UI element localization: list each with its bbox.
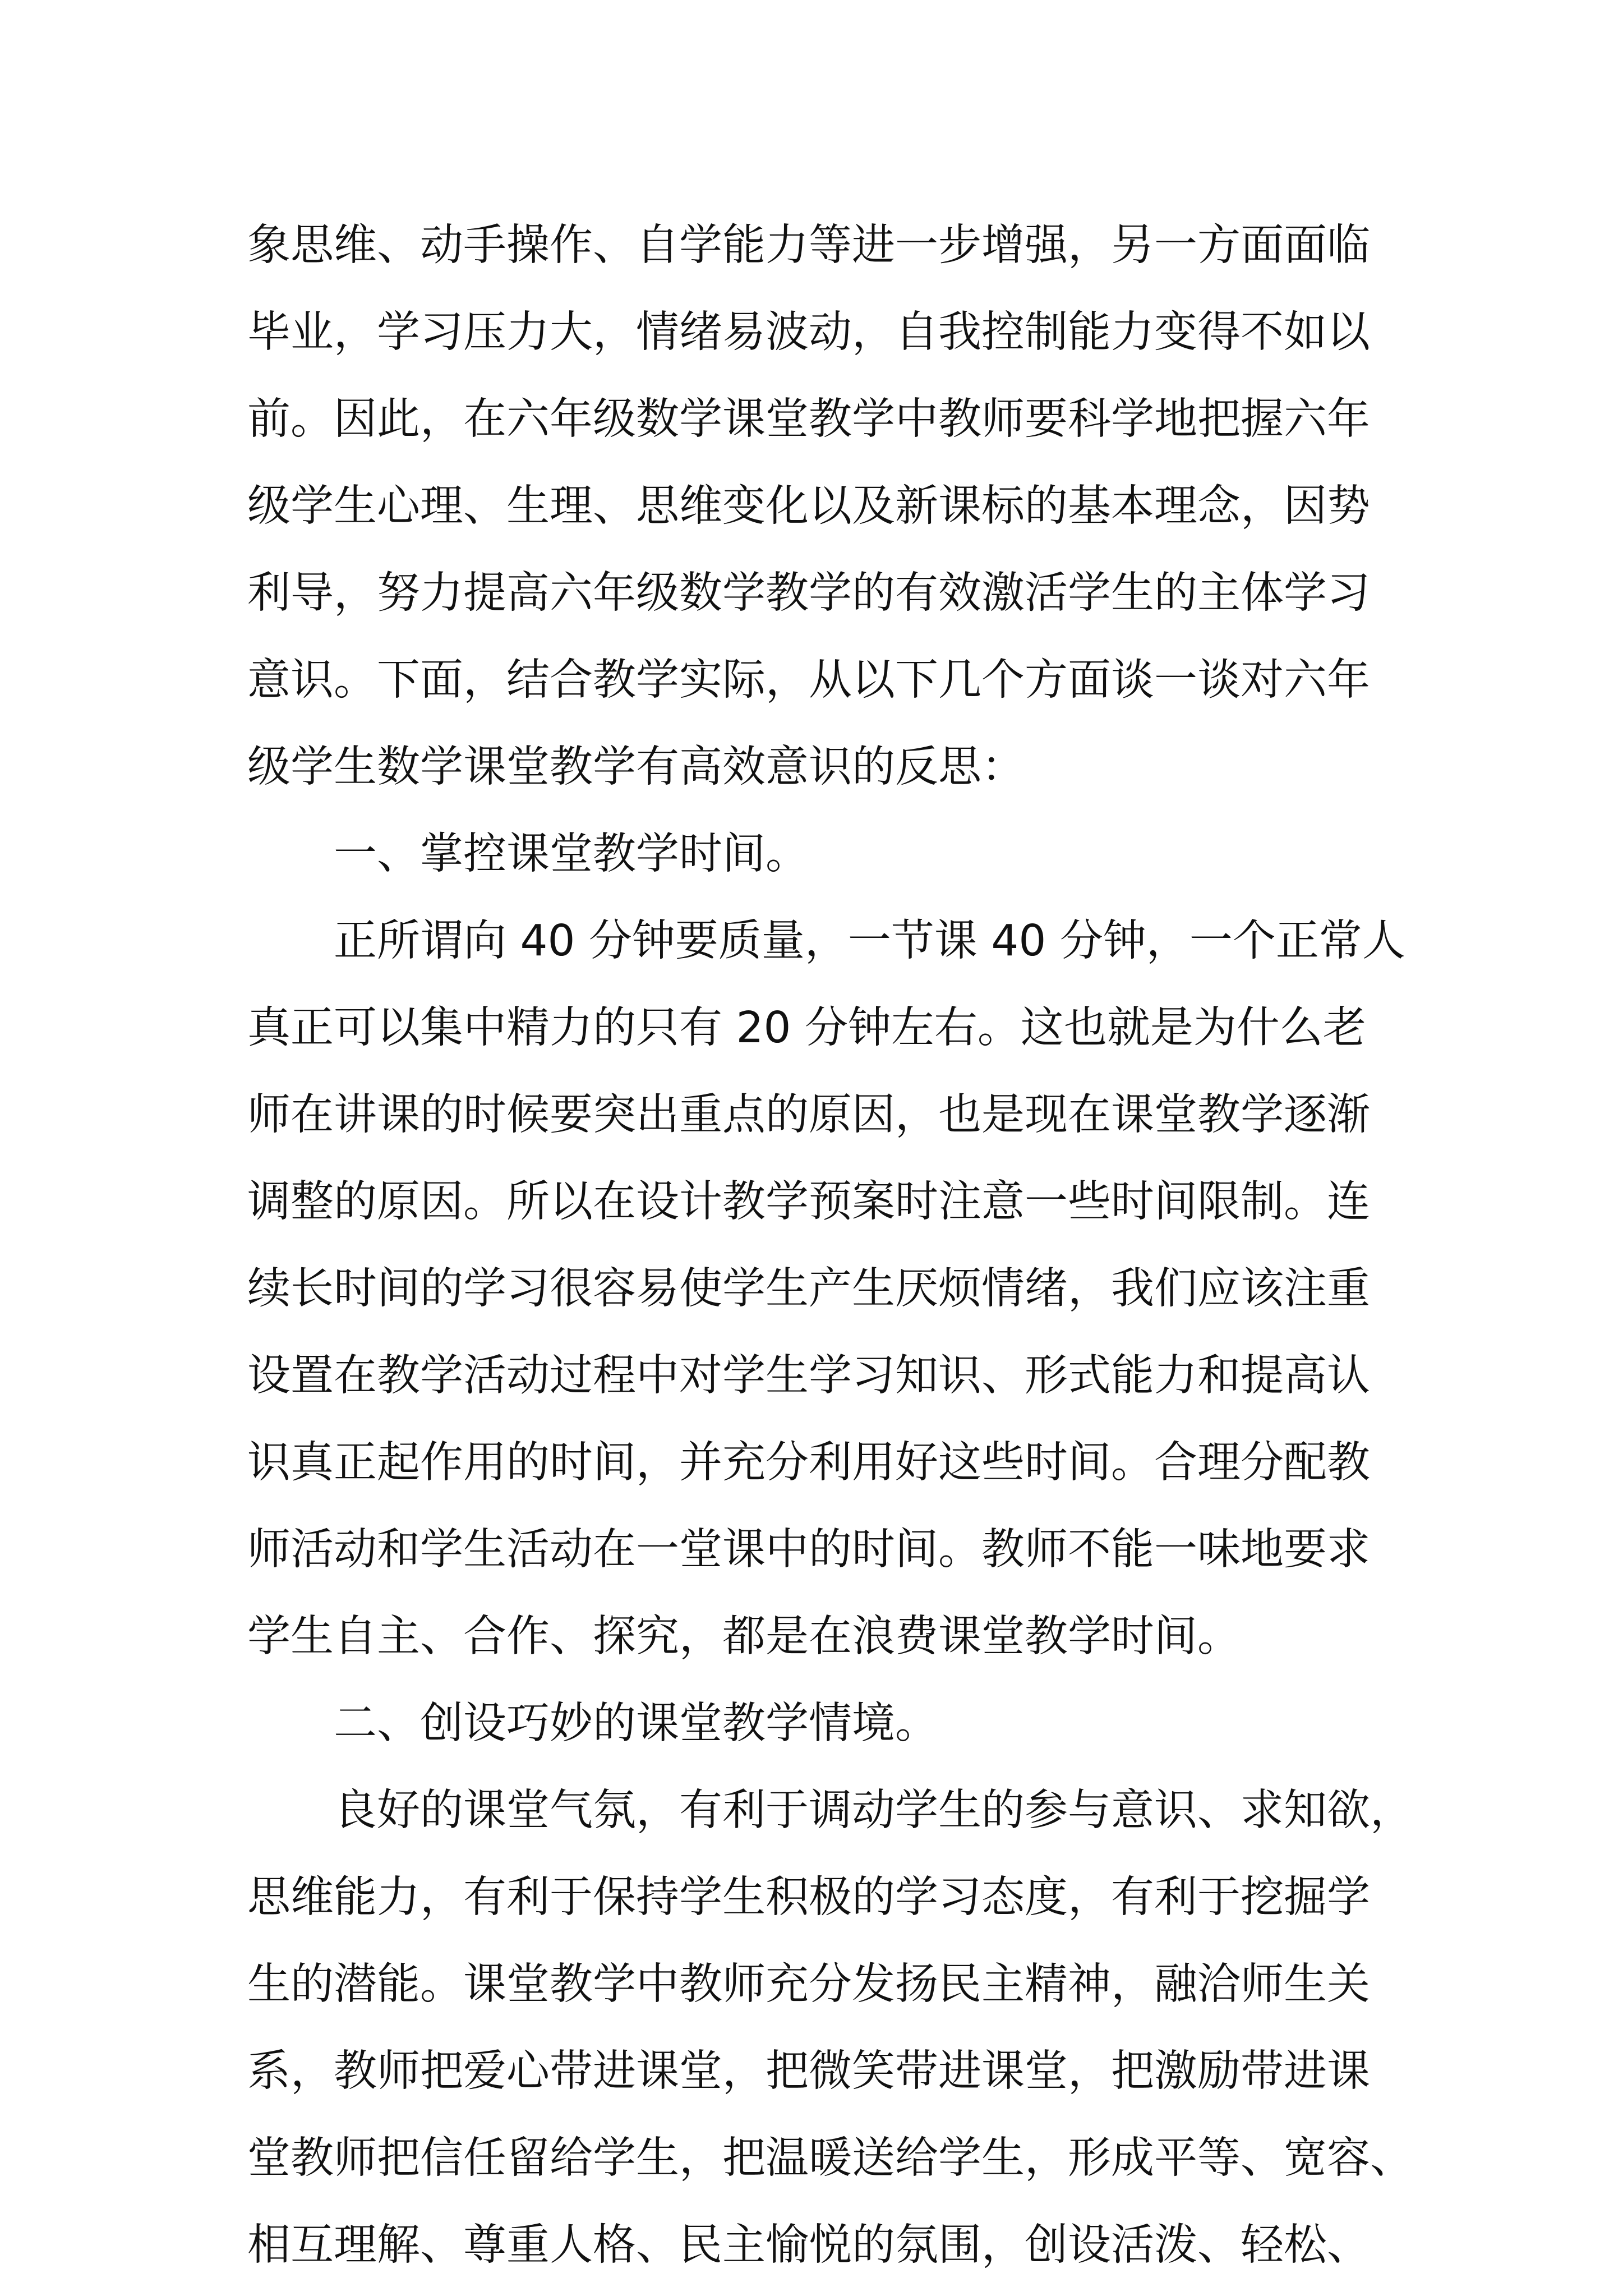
text-line: 相互理解、尊重人格、民主愉悦的氛围，创设活泼、轻松、 (247, 2220, 1370, 2270)
section-heading-1: 一、掌控课堂教学时间。 (334, 829, 809, 879)
text-line: 师活动和学生活动在一堂课中的时间。教师不能一味地要求 (247, 1525, 1370, 1575)
text-line: 真正可以集中精力的只有 20 分钟左右。这也就是为什么老 (247, 1003, 1366, 1053)
text-line: 思维能力，有利于保持学生积极的学习态度，有利于挖掘学 (247, 1872, 1370, 1922)
text-line: 堂教师把信任留给学生，把温暖送给学生，形成平等、宽容、 (247, 2133, 1413, 2183)
text-line: 生的潜能。课堂教学中教师充分发扬民主精神，融洽师生关 (247, 1959, 1370, 2009)
body-text (247, 202, 1413, 2289)
paragraph-start: 正所谓向 40 分钟要质量，一节课 40 分钟，一个正常人 (334, 916, 1405, 966)
text-line: 设置在教学活动过程中对学生学习知识、形式能力和提高认 (247, 1351, 1370, 1401)
text-line: 级学生数学课堂教学有高效意识的反思： (247, 742, 1025, 792)
text-line: 系，教师把爱心带进课堂，把微笑带进课堂，把激励带进课 (247, 2046, 1370, 2096)
text-line: 级学生心理、生理、思维变化以及新课标的基本理念，因势 (247, 481, 1370, 531)
text-line: 调整的原因。所以在设计教学预案时注意一些时间限制。连 (247, 1177, 1370, 1227)
paragraph-start: 良好的课堂气氛，有利于调动学生的参与意识、求知欲， (334, 1786, 1413, 1835)
text-line: 象思维、动手操作、自学能力等进一步增强，另一方面面临 (247, 220, 1370, 270)
text-line: 识真正起作用的时间，并充分利用好这些时间。合理分配教 (247, 1438, 1370, 1488)
section-heading-2: 二、创设巧妙的课堂教学情境。 (334, 1699, 938, 1749)
text-line: 前。因此，在六年级数学课堂教学中教师要科学地把握六年 (247, 394, 1370, 444)
text-line: 续长时间的学习很容易使学生产生厌烦情绪，我们应该注重 (247, 1264, 1370, 1314)
text-line: 毕业，学习压力大，情绪易波动，自我控制能力变得不如以 (247, 307, 1370, 357)
text-line: 学生自主、合作、探究，都是在浪费课堂教学时间。 (247, 1612, 1241, 1662)
text-line: 利导，努力提高六年级数学教学的有效激活学生的主体学习 (247, 568, 1370, 618)
text-line: 意识。下面，结合教学实际，从以下几个方面谈一谈对六年 (247, 655, 1370, 705)
text-line: 师在讲课的时候要突出重点的原因，也是现在课堂教学逐渐 (247, 1090, 1370, 1140)
